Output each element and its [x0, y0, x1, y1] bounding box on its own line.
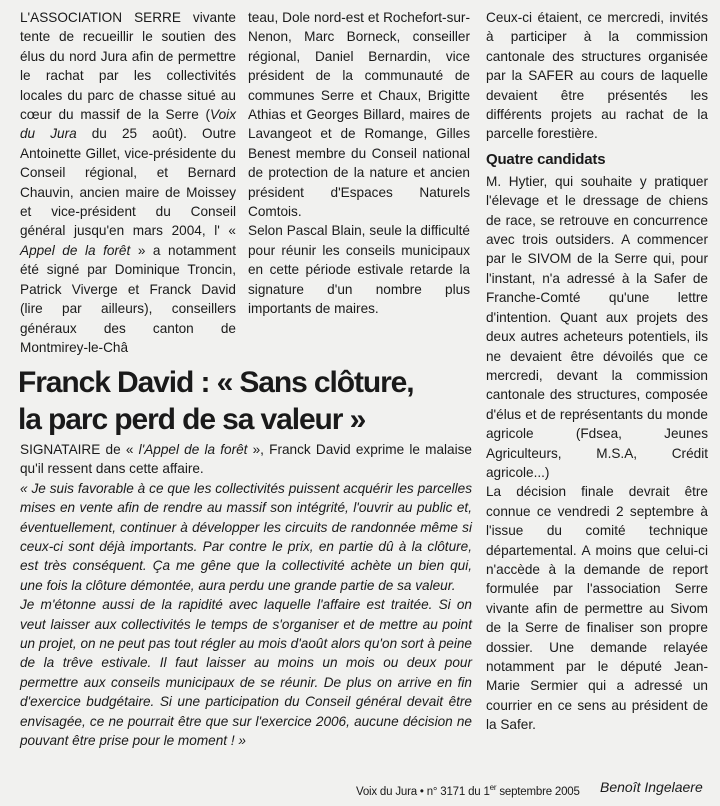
article1-column-2 [248, 8, 470, 319]
article1-paragraph: La décision finale devrait être connue ce vendredi 2 septembre à l'issue du comité technique départemental. A moins que celui-ci n'accède à la demande de report formulée par l'association Serre vivante afin de permettre au Sivom de la Serre de finaliser son propre dossier. Une demande relayée notamment par le député Jean-Marie Sermier qui a adressé un courrier en ce sens au président de la Safer. [486, 484, 708, 733]
article2-intro [20, 440, 472, 479]
article1-column-3 [486, 8, 708, 735]
lead-in: SIGNATAIRE [20, 442, 101, 457]
headline-line-2: la parc perd de sa valeur » [18, 403, 366, 436]
source-text: septembre 2005 [496, 785, 580, 798]
lead-in: L'ASSOCIATION SERRE [20, 10, 181, 25]
body-text: » a notamment été signé par Dominique Troncin, Patrick Viverge et Franck David (lire par ailleurs), conseillers généraux des canton de Montmirey-le-Châ [20, 242, 237, 355]
article1-paragraph: M. Hytier, qui souhaite y pratiquer l'élevage et le dressage de chiens de race, se retrouve en concurrence avec trois outsiders. A commencer par le SIVOM de la Serre qui, pour l'instant, n'a adressé à la Safer de Franche-Comté qu'une lettre d'intention. Quant aux projets des deux autres acheteurs potentiels, ils ne devaient être dévoilés que ce mercredi, devant la commission cantonale des structures, composée d'élus et de représentants du monde agricole (Fdsea, Jeunes Agriculteurs, M.S.A, Crédit agricole...) [486, 173, 708, 480]
body-text: du 25 août). Outre Antoinette Gillet, vice-présidente du Conseil régional, et Bernard Chauvin, ancien maire de Moissey et vice-président du Conseil général jusqu'en mars 2004, l' « [20, 126, 237, 239]
source-superscript: er [489, 783, 497, 792]
article1-paragraph: Ceux-ci étaient, ce mercredi, invités à participer à la commission cantonale des structures organisée par la SAFER au cours de laquelle devaient être présentés les différents projets au rachat de la parcelle forestière. [486, 10, 708, 142]
article2-headline [18, 364, 478, 438]
article1-paragraph: Selon Pascal Blain, seule la difficulté pour réunir les conseils municipaux en cette période estivale retarde la signature d'un nombre plus importants de maires. [248, 223, 470, 317]
author-byline: Benoît Ingelaere [600, 779, 703, 795]
body-text: de « [100, 442, 139, 457]
publication-name: Voix du Jura [20, 107, 236, 142]
headline-line-1: Franck David : « Sans clôture, [18, 366, 414, 399]
quote-paragraph: Je m'étonne aussi de la rapidité avec laquelle l'affaire est traitée. Si on veut laisser aux collectivités le temps de s'organiser et de mettre au point un projet, on ne peut pas tout régler au mois d'août alors qu'on sort à peine de la trêve estivale. Il faut laisser au moins un mois ou deux pour permettre aux conseils municipaux de se réunir. De plus on arrive en fin d'exercice budgétaire. Si une participation du Conseil général devait être envisagée, ce ne pourrait être que sur l'exercice 2006, aucune décision ne pouvant être prise pour le moment ! » [20, 597, 472, 749]
body-text: vivante tente de recueillir le soutien des élus du nord Jura afin de permettre le rachat par les collectivités locales du parc de chasse situé au cœur du massif de la Serre ( [20, 10, 236, 123]
article1-paragraph [20, 8, 236, 357]
quote-paragraph: « Je suis favorable à ce que les collectivités puissent acquérir les parcelles mises en vente afin de rendre au massif son intégrité, l'ouvrir au public et, éventuellement, continuer à développer les circuits de randonnée même si ceux-ci sont déjà importants. Par contre le prix, en partie dû à la clôture, est très conséquent. Ça me gêne que la collectivité achète un bien qui, une fois la clôture démontée, aura perdu une grande partie de sa valeur. [20, 480, 472, 593]
petition-name: Appel de la forêt [20, 242, 131, 258]
article1-paragraph: teau, Dole nord-est et Rochefort-sur-Nenon, Marc Borneck, conseiller régional, Daniel Bernardin, vice président de la communauté de communes Serre et Chaux, Brigitte Athias et Georges Billard, maires de Lavangeot et de Romange, Gilles Benest membre du Conseil national de protection de la nature et ancien président d'Espaces Naturels Comtois. [248, 10, 470, 220]
body-text: », Franck David exprime le malaise qu'il ressent dans cette affaire. [20, 442, 472, 477]
article2-body [20, 440, 472, 751]
subheading: Quatre candidats [486, 150, 606, 168]
source-text: Voix du Jura • n° 3171 du 1 [356, 785, 490, 798]
publication-source [356, 783, 580, 798]
petition-name: l'Appel de la forêt [138, 442, 248, 457]
article1-column-1 [20, 8, 236, 357]
